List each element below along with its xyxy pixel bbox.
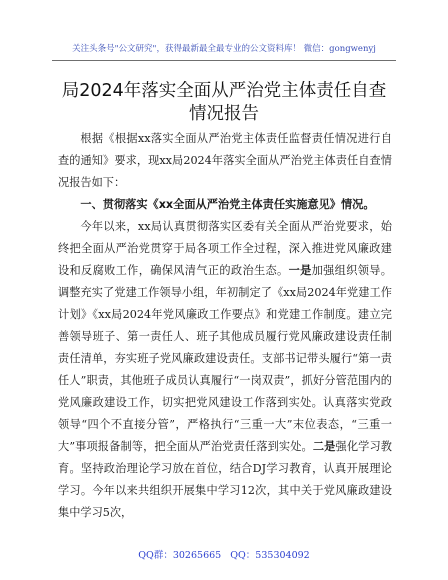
paragraph-text: 今年以来，xx局认真贯彻落实区委有关全面从严治党要求，始终把全面从严治党贯穿于局各项工作全过程，深入推进党风廉政建设和反腐败工作，确保风清气正的政治生态。 — [58, 220, 392, 277]
section-1-paragraph — [58, 216, 392, 524]
qq-group-text: QQ群：30265665 — [138, 550, 222, 561]
paragraph-text: 加强组织领导。调整充实了党建工作领导小组，年初制定了《xx局2024年党建工作计划》《xx局2024年党风廉政工作要点》和党建工作制度。建立完善领导班子、第一责任人、班子其他成员履行党风廉政建设责任制责任清单，夯实班子党风廉政建设责任。支部书记带头履行“第一责任人”职责，其他班子成员认真履行“一岗双责”，抓好分管范围内的党风廉政建设工作，切实把党风建设工作落到实处。认真落实党政领导“四个不直接分管”，严格执行“三重一大”末位表态，“三重一大”事项报备制等，把全面从严治党责任落到实处。 — [58, 264, 392, 453]
intro-paragraph: 根据《根据xx落实全面从严治党主体责任监督责任情况进行自查的通知》要求，现xx局2024年落实全面从严治党主体责任自查情况报告如下： — [58, 132, 392, 189]
qq-text: QQ：535304092 — [230, 550, 310, 561]
paragraph-text: 强化学习教育。坚持政治理论学习放在首位，结合DJ学习教育，认真开展理论学习。今年以来共组织开展集中学习12次，其中关于党风廉政建设集中学习5次， — [58, 440, 392, 519]
footer-contact — [0, 547, 448, 561]
lead-phrase-2: 二是 — [312, 440, 336, 453]
section-heading-1: 一、贯彻落实《xx全面从严治党主体责任实施意见》情况。 — [80, 198, 375, 211]
lead-phrase-1: 一是 — [288, 264, 312, 277]
document-title: 局2024年落实全面从严治党主体责任自查情况报告 — [61, 81, 387, 124]
document-body — [58, 128, 392, 524]
header-note: 关注头条号"公文研究"，获得最新最全最专业的公文资料库！ 微信：gongwenyj — [72, 44, 376, 54]
header-divider — [52, 60, 396, 61]
